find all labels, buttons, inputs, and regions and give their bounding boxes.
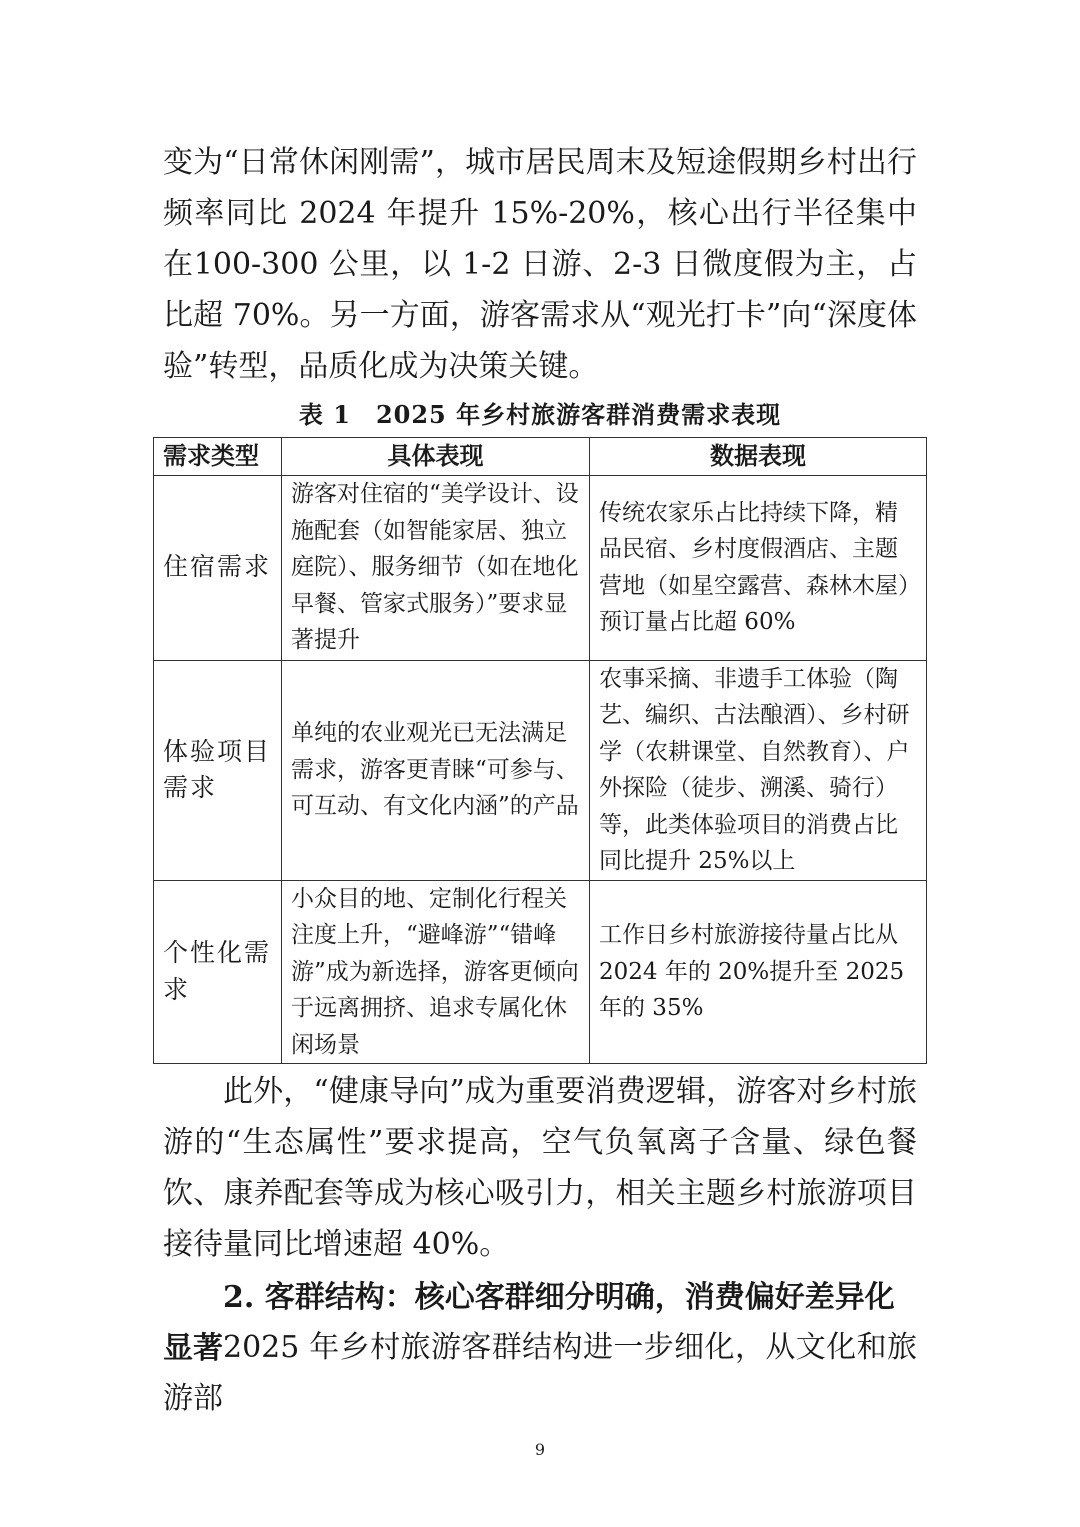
cell-data: 农事采摘、非遗手工体验（陶艺、编织、古法酿酒）、乡村研学（农耕课堂、自然教育）、户外探险（徒步、溯溪、骑行）等，此类体验项目的消费占比同比提升 25%以上 [590, 660, 927, 880]
table-caption: 表 1 2025 年乡村旅游客群消费需求表现 [298, 400, 782, 429]
header-data: 数据表现 [590, 438, 927, 476]
table-row [154, 660, 927, 880]
cell-detail: 游客对住宿的“美学设计、设施配套（如智能家居、独立庭院）、服务细节（如在地化早餐、管家式服务）”要求显著提升 [282, 475, 590, 660]
header-demand-type: 需求类型 [154, 438, 282, 476]
body-paragraph-3: 2025 年乡村旅游客群结构进一步细化，从文化和旅游部 [163, 1330, 917, 1416]
table-header-row [154, 438, 927, 476]
page-number: 9 [534, 1440, 546, 1459]
cell-demand-type: 体验项目需求 [154, 660, 282, 880]
header-detail: 具体表现 [282, 438, 590, 476]
table-row [154, 475, 927, 660]
cell-demand-type: 个性化需求 [154, 880, 282, 1064]
cell-detail: 单纯的农业观光已无法满足需求，游客更青睐“可参与、可互动、有文化内涵”的产品 [282, 660, 590, 880]
cell-detail: 小众目的地、定制化行程关注度上升，“避峰游”“错峰游”成为新选择，游客更倾向于远离拥挤、追求专属化休闲场景 [282, 880, 590, 1064]
table-row [154, 880, 927, 1064]
body-paragraph-2: 此外，“健康导向”成为重要消费逻辑，游客对乡村旅游的“生态属性”要求提高，空气负氧离子含量、绿色餐饮、康养配套等成为核心吸引力，相关主题乡村旅游项目接待量同比增速超 40%。 [163, 1074, 917, 1262]
cell-demand-type: 住宿需求 [154, 475, 282, 660]
body-paragraph-1: 变为“日常休闲刚需”，城市居民周末及短途假期乡村出行频率同比 2024 年提升 15%-20%，核心出行半径集中在100-300 公里，以 1-2 日游、2-3 日微度假为主，占比超 70%。另一方面，游客需求从“观光打卡”向“深度体验”转型，品质化成为决策关键。 [163, 145, 917, 384]
consumption-demand-table [153, 437, 927, 1064]
cell-data: 工作日乡村旅游接待量占比从 2024 年的 20%提升至 2025 年的 35% [590, 880, 927, 1064]
cell-data: 传统农家乐占比持续下降，精品民宿、乡村度假酒店、主题营地（如星空露营、森林木屋）预订量占比超 60% [590, 475, 927, 660]
section-heading: 2. 客群结构：核心客群细分明确，消费偏好差异化显著 [163, 1280, 895, 1366]
